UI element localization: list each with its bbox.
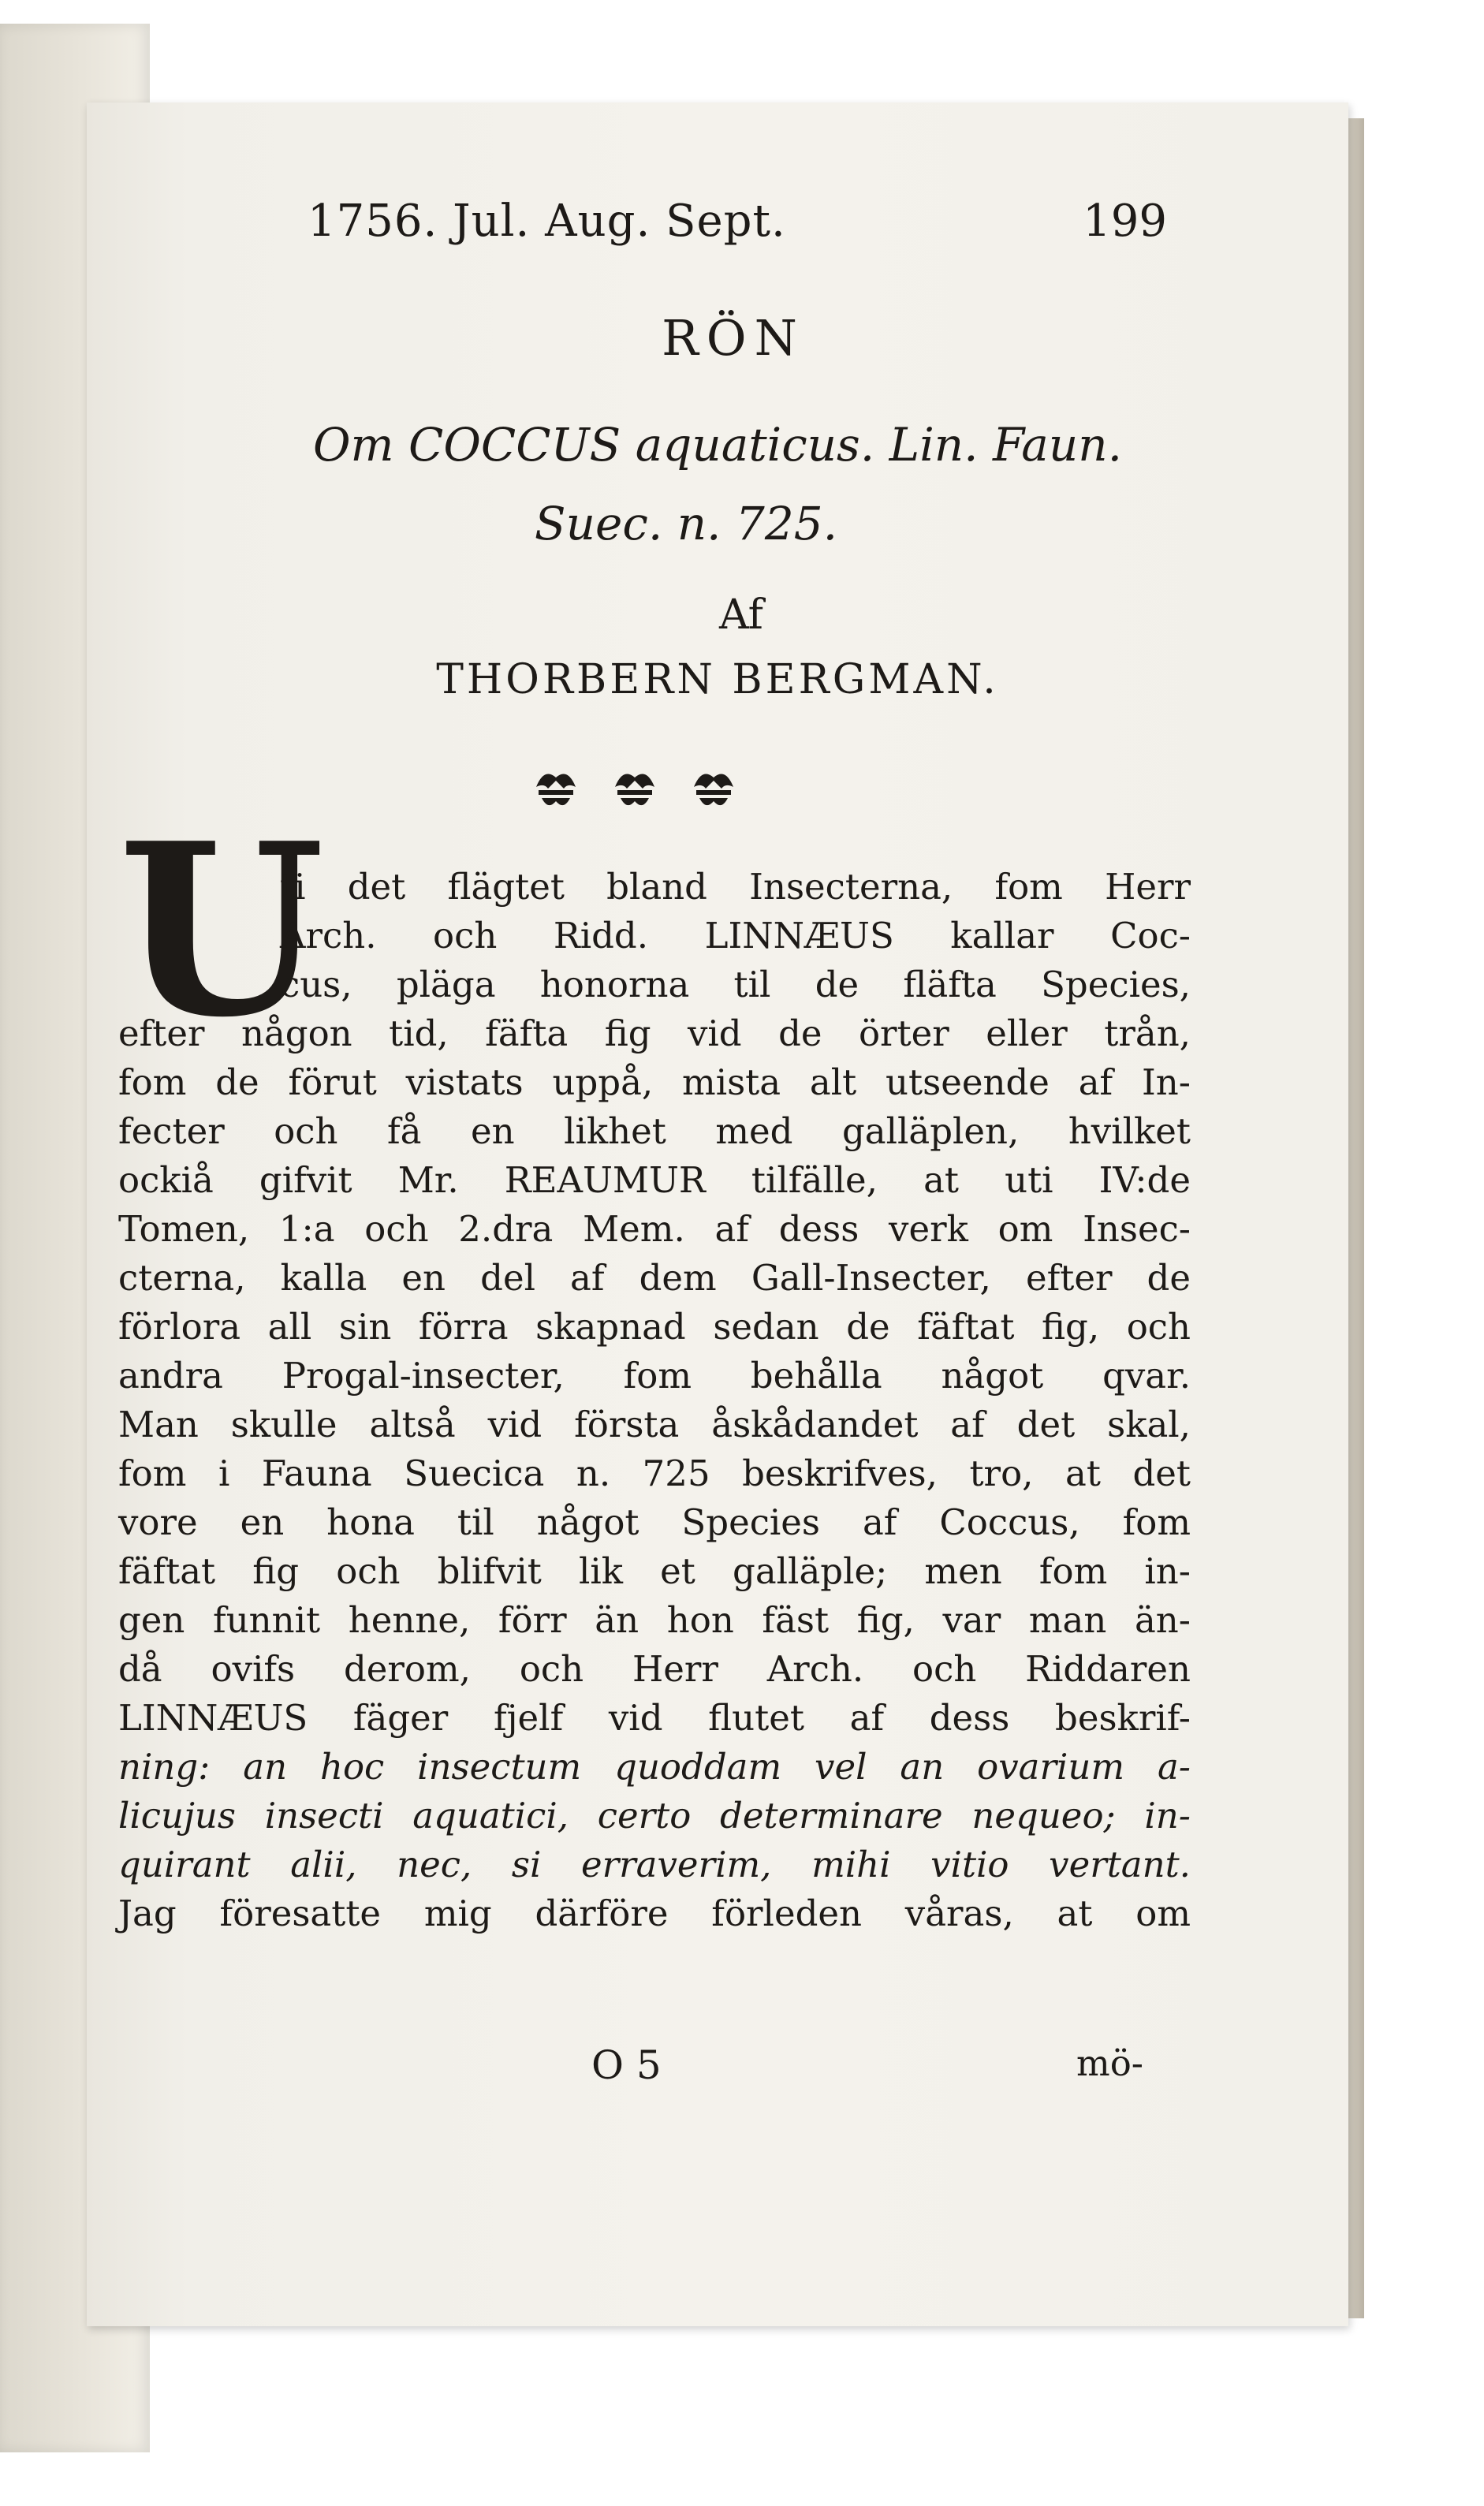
body-line: fäftat fig och blifvit lik et galläple; men fom in- — [118, 1550, 1191, 1592]
catchword: mö- — [1076, 2042, 1143, 2084]
body-line: gen funnit henne, förr än hon fäst fig, var man än- — [118, 1599, 1191, 1641]
body-line: fom i Fauna Suecica n. 725 beskrifves, tro, at det — [118, 1453, 1191, 1494]
article-title: RÖN — [662, 309, 805, 367]
body-line: ockiå gifvit Mr. REAUMUR tilfälle, at uti IV:de — [118, 1159, 1191, 1201]
article-subtitle-line-1: Om COCCUS aquaticus. Lin. Faun. — [312, 418, 1123, 472]
body-line: fom de förut vistats uppå, mista alt utseende af In- — [118, 1061, 1191, 1103]
body-line: quirant alii, nec, si erraverim, mihi vitio vertant. — [118, 1844, 1191, 1885]
body-line: Tomen, 1:a och 2.dra Mem. af dess verk om Insec- — [118, 1208, 1191, 1250]
signature-mark: O 5 — [591, 2042, 662, 2088]
book-page — [87, 103, 1348, 2326]
running-head — [87, 196, 1348, 259]
body-line: fecter och få en likhet med galläplen, hvilket — [118, 1110, 1191, 1152]
byline-af: Af — [719, 591, 763, 639]
body-line: Arch. och Ridd. LINNÆUS kallar Coc- — [280, 915, 1191, 957]
body-line: ning: an hoc insectum quoddam vel an ovarium a- — [118, 1746, 1191, 1788]
body-line: då ovifs derom, och Herr Arch. och Riddaren — [118, 1648, 1191, 1690]
body-line: ti det flägtet bland Insecterna, fom Herr — [280, 866, 1191, 908]
body-line: cus, pläga honorna til de fläfta Species, — [280, 964, 1191, 1005]
body-line: vore en hona til något Species af Coccus, fom — [118, 1501, 1191, 1543]
drop-cap: U — [118, 791, 325, 1069]
page-number: 199 — [1083, 196, 1167, 247]
body-line: efter någon tid, fäfta fig vid de örter eller trån, — [118, 1012, 1191, 1054]
body-line: andra Progal-insecter, fom behålla något qvar. — [118, 1355, 1191, 1397]
running-head-date: 1756. Jul. Aug. Sept. — [308, 196, 786, 247]
body-line: Jag föresatte mig därföre förleden våras, at om — [118, 1893, 1191, 1934]
body-line: förlora all sin förra skapnad sedan de fäftat fig, och — [118, 1306, 1191, 1348]
body-line: Man skulle altså vid första åskådandet af det skal, — [118, 1404, 1191, 1445]
author-name: THORBERN BERGMAN. — [436, 656, 999, 703]
article-subtitle-line-2: Suec. n. 725. — [534, 497, 838, 550]
ornament-divider-icon — [524, 757, 761, 812]
body-line: cterna, kalla en del af dem Gall-Insecter, efter de — [118, 1257, 1191, 1299]
body-line: LINNÆUS fäger fjelf vid flutet af dess beskrif- — [118, 1697, 1191, 1739]
body-line: licujus insecti aquatici, certo determinare nequeo; in- — [118, 1795, 1191, 1837]
